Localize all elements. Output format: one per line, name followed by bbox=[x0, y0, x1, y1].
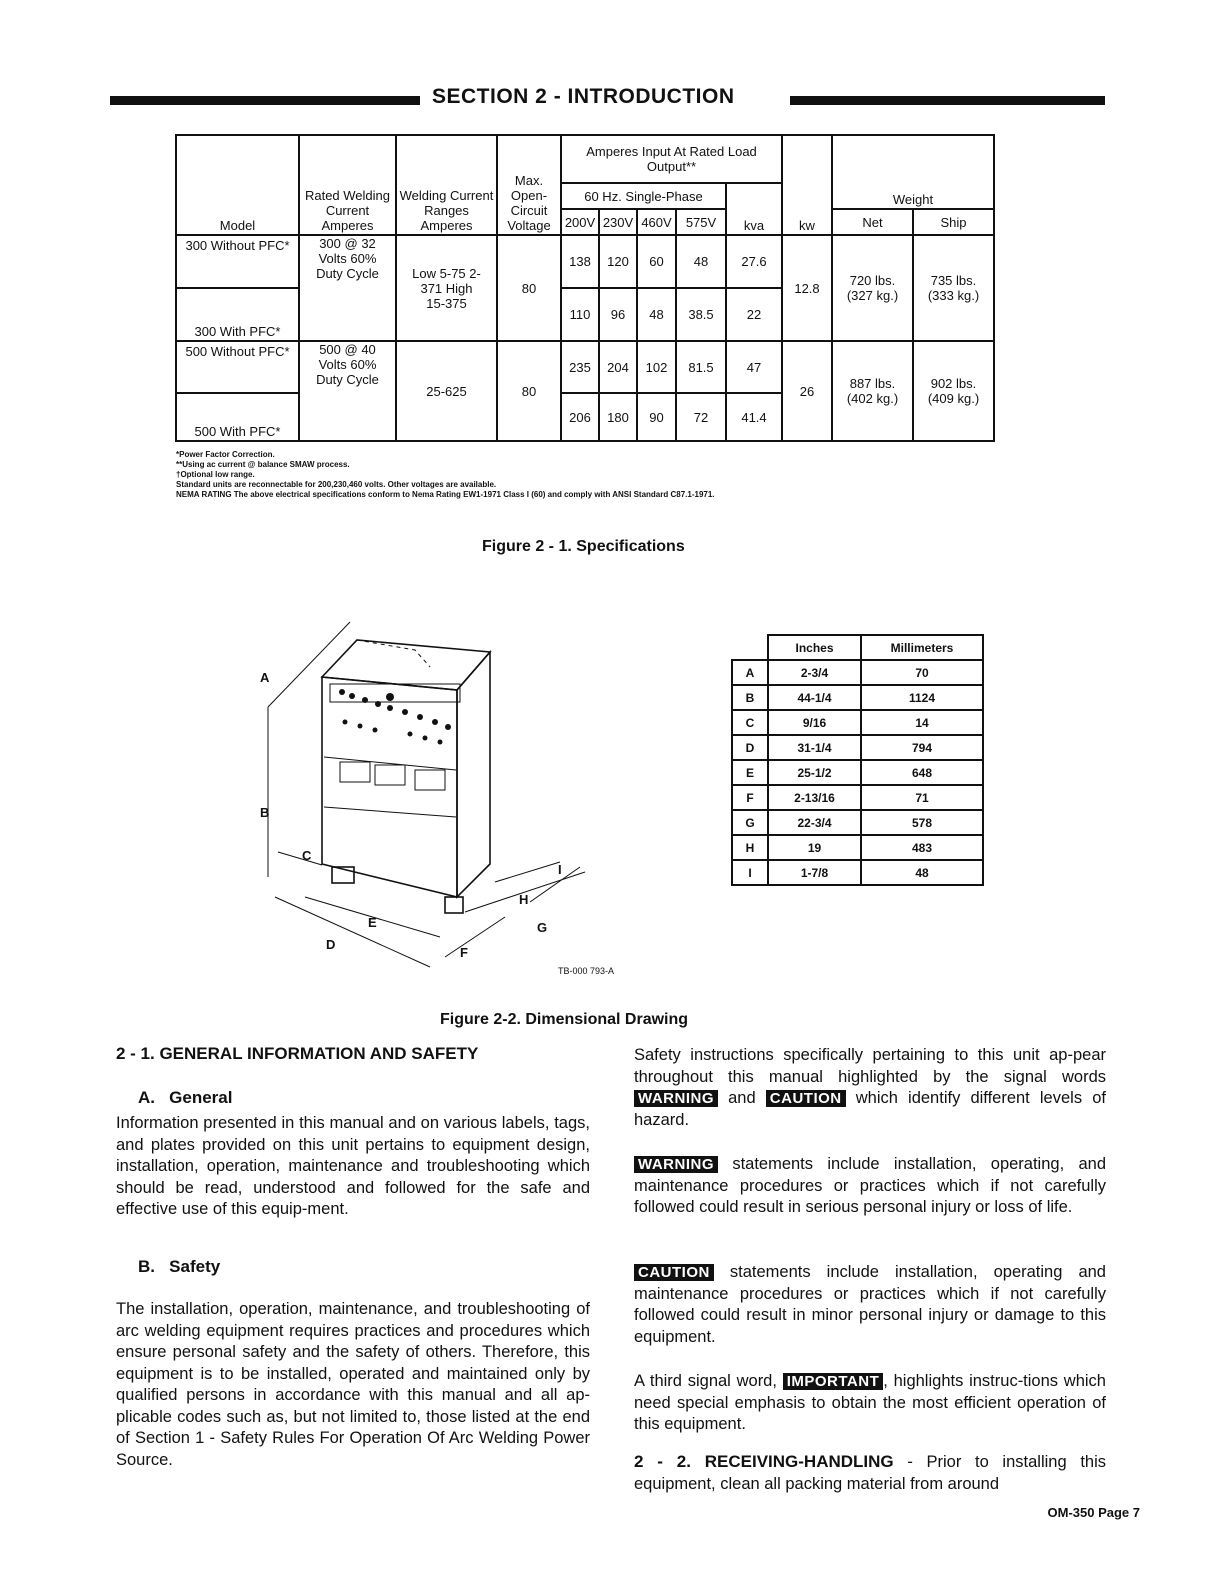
dim-label: F bbox=[732, 785, 768, 810]
kva-cell: 22 bbox=[726, 288, 782, 341]
dim-label: I bbox=[732, 860, 768, 885]
table-footnotes bbox=[176, 450, 715, 500]
dim-label: A bbox=[732, 660, 768, 685]
warning-badge: WARNING bbox=[634, 1156, 718, 1173]
amps-cell: 102 bbox=[637, 341, 676, 393]
amps-cell: 110 bbox=[561, 288, 599, 341]
dimensions-table bbox=[731, 634, 984, 886]
caution-badge: CAUTION bbox=[766, 1090, 846, 1107]
amps-cell: 48 bbox=[637, 288, 676, 341]
dim-mm: 578 bbox=[861, 810, 983, 835]
section-2-2-heading: 2 - 2. RECEIVING-HANDLING bbox=[634, 1452, 894, 1471]
header-model: Model bbox=[176, 135, 299, 235]
footnote: **Using ac current @ balance SMAW process. bbox=[176, 460, 350, 469]
drawing-label-a: A bbox=[260, 670, 270, 685]
header-kw: kw bbox=[782, 135, 832, 235]
drawing-code: TB-000 793-A bbox=[558, 966, 615, 976]
dim-mm: 71 bbox=[861, 785, 983, 810]
dim-inches: 25-1/2 bbox=[768, 760, 861, 785]
net-weight-300: 720 lbs. (327 kg.) bbox=[832, 235, 913, 341]
amps-cell: 120 bbox=[599, 235, 637, 288]
dim-mm: 648 bbox=[861, 760, 983, 785]
cabinet-side bbox=[457, 652, 490, 897]
drawing-label-i: I bbox=[558, 862, 562, 877]
drawing-label-h: H bbox=[519, 892, 529, 907]
header-rated-current: Rated Welding Current Amperes bbox=[299, 135, 396, 235]
model-cell: 500 With PFC* bbox=[176, 393, 299, 441]
dim-mm: 14 bbox=[861, 710, 983, 735]
header-ship: Ship bbox=[913, 209, 994, 235]
dim-mm: 794 bbox=[861, 735, 983, 760]
ocv-300: 80 bbox=[497, 235, 561, 341]
dim-label: G bbox=[732, 810, 768, 835]
kva-cell: 41.4 bbox=[726, 393, 782, 441]
footnote: Standard units are reconnectable for 200,230,460 volts. Other voltages are available. bbox=[176, 480, 497, 489]
header-rule-left bbox=[110, 96, 420, 105]
header-net: Net bbox=[832, 209, 913, 235]
warning-paragraph: WARNING statements include installation, operating, and maintenance procedures or practices which if not carefully followed could result in serious personal injury or loss of life. bbox=[634, 1155, 1106, 1216]
header-kva: kva bbox=[726, 183, 782, 235]
important-paragraph: A third signal word, IMPORTANT , highlights instruc-tions which need special emphasis to obtain the most efficient operation of this equipment. bbox=[634, 1372, 1106, 1433]
dim-label: C bbox=[732, 710, 768, 735]
receiving-handling-paragraph: 2 - 2. RECEIVING-HANDLING - Prior to installing this equipment, clean all packing material from around bbox=[634, 1452, 1106, 1493]
net-weight-500: 887 lbs. (402 kg.) bbox=[832, 341, 913, 441]
amps-cell: 204 bbox=[599, 341, 637, 393]
amps-cell: 72 bbox=[676, 393, 726, 441]
amps-cell: 38.5 bbox=[676, 288, 726, 341]
figure-1-caption: Figure 2 - 1. Specifications bbox=[482, 538, 685, 555]
safety-paragraph: The installation, operation, maintenance, and troubleshooting of arc welding equipment requires practices and procedures which ensure personal safety and the safety of others. Therefore, this equipment is to be installed, operated and maintained only by qualified persons in accordance with this manual and all ap-plicable codes such as, but not limited to, those listed at the end of Section 1 - Safety Rules For Operation Of Arc Welding Power Source. bbox=[116, 1300, 590, 1469]
rated-current-500: 500 @ 40 Volts 60% Duty Cycle bbox=[299, 341, 396, 441]
amps-cell: 48 bbox=[676, 235, 726, 288]
dim-header-inches: Inches bbox=[768, 635, 861, 660]
amps-cell: 96 bbox=[599, 288, 637, 341]
drawing-label-e: E bbox=[368, 915, 377, 930]
header-amperes-input: Amperes Input At Rated Load Output** bbox=[561, 135, 782, 183]
header-575v: 575V bbox=[676, 209, 726, 235]
subheading-safety: B. Safety bbox=[138, 1257, 221, 1276]
amps-cell: 206 bbox=[561, 393, 599, 441]
rated-current-300: 300 @ 32 Volts 60% Duty Cycle bbox=[299, 235, 396, 341]
cabinet-top bbox=[322, 640, 490, 690]
dim-label: D bbox=[732, 735, 768, 760]
current-ranges-500: 25-625 bbox=[396, 341, 497, 441]
dim-inches: 2-13/16 bbox=[768, 785, 861, 810]
drawing-label-c: C bbox=[302, 848, 312, 863]
header-230v: 230V bbox=[599, 209, 637, 235]
dim-mm: 483 bbox=[861, 835, 983, 860]
amps-cell: 180 bbox=[599, 393, 637, 441]
header-current-ranges: Welding Current Ranges Amperes bbox=[396, 135, 497, 235]
dim-mm: 70 bbox=[861, 660, 983, 685]
dimensional-drawing bbox=[240, 612, 660, 987]
section-2-1-heading: 2 - 1. GENERAL INFORMATION AND SAFETY bbox=[116, 1044, 479, 1063]
footnote: NEMA RATING The above electrical specifications conform to Nema Rating EW1-1971 Class I (60) and comply with ANSI Standard C87.1-1971. bbox=[176, 490, 715, 499]
figure-2-caption: Figure 2-2. Dimensional Drawing bbox=[440, 1011, 689, 1028]
caution-badge: CAUTION bbox=[634, 1264, 714, 1281]
header-rule-right bbox=[790, 96, 1105, 105]
footnote: *Power Factor Correction. bbox=[176, 450, 275, 459]
dim-label: H bbox=[732, 835, 768, 860]
drawing-label-f: F bbox=[460, 945, 468, 960]
dim-header-mm: Millimeters bbox=[861, 635, 983, 660]
kw-500: 26 bbox=[782, 341, 832, 441]
page-footer: OM-350 Page 7 bbox=[1047, 1505, 1140, 1520]
current-ranges-300: Low 5-75 2-371 High 15-375 bbox=[396, 235, 497, 341]
dim-label: B bbox=[732, 685, 768, 710]
section-header bbox=[110, 85, 1105, 115]
dim-mm: 1124 bbox=[861, 685, 983, 710]
dim-mm: 48 bbox=[861, 860, 983, 885]
header-weight: Weight bbox=[832, 135, 994, 209]
dim-inches: 31-1/4 bbox=[768, 735, 861, 760]
amps-cell: 235 bbox=[561, 341, 599, 393]
drawing-label-b: B bbox=[260, 805, 270, 820]
amps-cell: 60 bbox=[637, 235, 676, 288]
kva-cell: 27.6 bbox=[726, 235, 782, 288]
ship-weight-300: 735 lbs. (333 kg.) bbox=[913, 235, 994, 341]
amps-cell: 81.5 bbox=[676, 341, 726, 393]
section-title: SECTION 2 - INTRODUCTION bbox=[432, 85, 735, 108]
footnote: †Optional low range. bbox=[176, 470, 255, 479]
model-cell: 300 Without PFC* bbox=[176, 235, 299, 288]
drawing-label-d: D bbox=[326, 937, 336, 952]
ocv-500: 80 bbox=[497, 341, 561, 441]
warning-badge: WARNING bbox=[634, 1090, 718, 1107]
dim-inches: 44-1/4 bbox=[768, 685, 861, 710]
model-cell: 500 Without PFC* bbox=[176, 341, 299, 393]
dim-inches: 19 bbox=[768, 835, 861, 860]
dim-inches: 2-3/4 bbox=[768, 660, 861, 685]
ship-weight-500: 902 lbs. (409 kg.) bbox=[913, 341, 994, 441]
specifications-table bbox=[175, 134, 995, 442]
model-cell: 300 With PFC* bbox=[176, 288, 299, 341]
header-200v: 200V bbox=[561, 209, 599, 235]
amps-cell: 138 bbox=[561, 235, 599, 288]
signal-words-paragraph: Safety instructions specifically pertaining to this unit ap-pear throughout this manual highlighted by the signal words WARNING and CAUTION which identify different levels of hazard. bbox=[634, 1046, 1106, 1129]
amps-cell: 90 bbox=[637, 393, 676, 441]
dim-inches: 1-7/8 bbox=[768, 860, 861, 885]
header-open-circuit-voltage: Max. Open-Circuit Voltage bbox=[497, 135, 561, 235]
caution-paragraph: CAUTION statements include installation, operating and maintenance procedures or practices which if not carefully followed could result in minor personal injury or damage to this equipment. bbox=[634, 1263, 1106, 1346]
header-460v: 460V bbox=[637, 209, 676, 235]
dim-label: E bbox=[732, 760, 768, 785]
subheading-general: A. General bbox=[138, 1088, 233, 1107]
dim-inches: 9/16 bbox=[768, 710, 861, 735]
general-paragraph: Information presented in this manual and on various labels, tags, and plates provided on this unit pertains to equipment design, installation, operation, maintenance and troubleshooting which should be read, understood and followed for the safe and effective use of this equip-ment. bbox=[116, 1114, 590, 1218]
kw-300: 12.8 bbox=[782, 235, 832, 341]
dim-inches: 22-3/4 bbox=[768, 810, 861, 835]
kva-cell: 47 bbox=[726, 341, 782, 393]
header-phase: 60 Hz. Single-Phase bbox=[561, 183, 726, 209]
drawing-label-g: G bbox=[537, 920, 548, 935]
important-badge: IMPORTANT bbox=[783, 1373, 884, 1390]
